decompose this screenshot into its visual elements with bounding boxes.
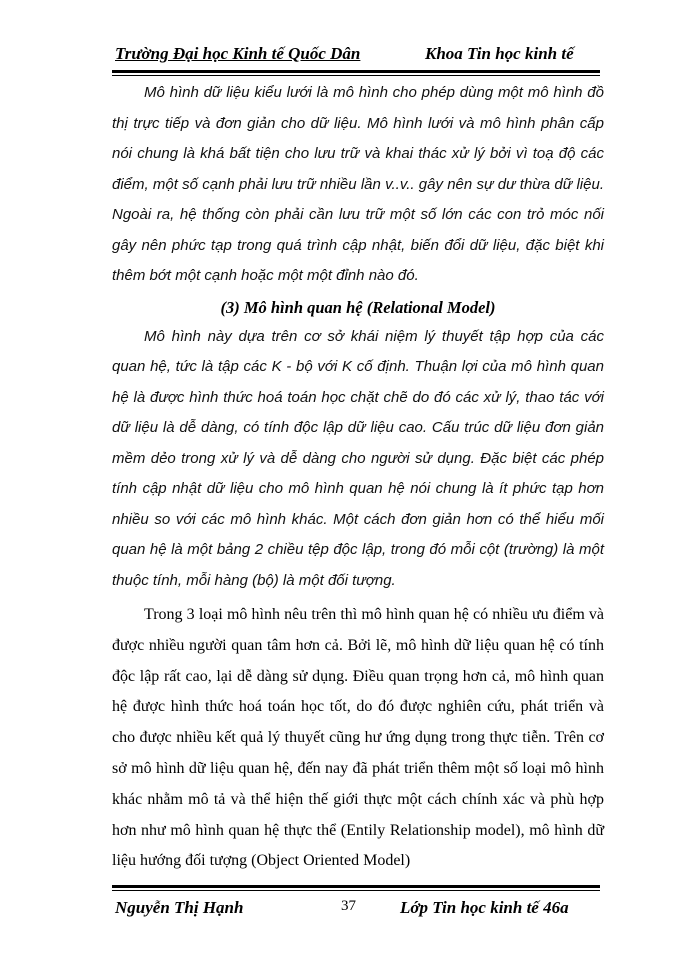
header-rule-thin xyxy=(112,75,600,76)
header-rule-thick xyxy=(112,70,600,73)
page-body xyxy=(112,78,604,877)
paragraph-relational-model: Mô hình này dựa trên cơ sở khái niệm lý thuyết tập hợp của các quan hệ, tức là tập các K - bộ với K cố định. Thuận lợi của mô hình quan hệ là được hình thức hoá toán học chặt chẽ do đó các xử lý, thao tác với dữ liệu là dễ dàng, có tính độc lập dữ liệu cao. Cấu trúc dữ liệu đơn giản mềm dẻo trong xử lý và dễ dàng cho người sử dụng. Đặc biệt các phép tính cập nhật dữ liệu cho mô hình quan hệ nói chung là ít phức tạp hơn nhiều so với các mô hình khác. Một cách đơn giản hơn có thể hiểu mối quan hệ là một bảng 2 chiều tệp độc lập, trong đó mỗi cột (trường) là một thuộc tính, mỗi hàng (bộ) là một đối tượng. xyxy=(112,327,604,589)
footer-page-number: 37 xyxy=(341,898,356,914)
header-school-name: Trường Đại học Kinh tế Quốc Dân xyxy=(115,44,361,63)
paragraph-model-comparison: Trong 3 loại mô hình nêu trên thì mô hình quan hệ có nhiều ưu điểm và được nhiều người quan tâm hơn cả. Bởi lẽ, mô hình dữ liệu quan hệ có tính độc lập rất cao, lại dễ dàng sử dụng. Điều quan trọng hơn cả, mô hình quan hệ được hình thức hoá toán học tốt, do đó được nghiên cứu, phát triển và cho được nhiều kết quả lý thuyết cũng hư ứng dụng trong thực tiễn. Trên cơ sở mô hình dữ liệu quan hệ, đến nay đã phát triển thêm một số loại mô hình khác nhằm mô tả và thể hiện thế giới thực một cách chính xác và phù hợp hơn như mô hình quan hệ thực thể (Entily Relationship model), mô hình dữ liệu hướng đối tượng (Object Oriented Model) xyxy=(112,606,604,870)
footer-rule-thin xyxy=(112,890,600,891)
footer-rule-thick xyxy=(112,885,600,888)
page-header xyxy=(0,0,700,80)
footer-class-name: Lớp Tin học kinh tế 46a xyxy=(400,898,569,917)
paragraph-network-model: Mô hình dữ liệu kiểu lưới là mô hình cho phép dùng một mô hình đồ thị trực tiếp và đơn giản cho dữ liệu. Mô hình lưới và mô hình phân cấp nói chung là khá bất tiện cho lưu trữ và khai thác xử lý bởi vì toạ độ các điểm, một số cạnh phải lưu trữ nhiều lần v..v.. gây nên sự dư thừa dữ liệu. Ngoài ra, hệ thống còn phải cần lưu trữ một số lớn các con trỏ móc nối gây nên phức tạp trong quá trình cập nhật, biến đổi dữ liệu, đặc biệt khi thêm bớt một cạnh hoặc một một đỉnh nào đó. xyxy=(112,84,604,284)
section-heading-relational-model: (3) Mô hình quan hệ (Relational Model) xyxy=(220,297,496,317)
header-faculty-name: Khoa Tin học kinh tế xyxy=(425,44,574,63)
footer-author: Nguyễn Thị Hạnh xyxy=(115,898,244,917)
